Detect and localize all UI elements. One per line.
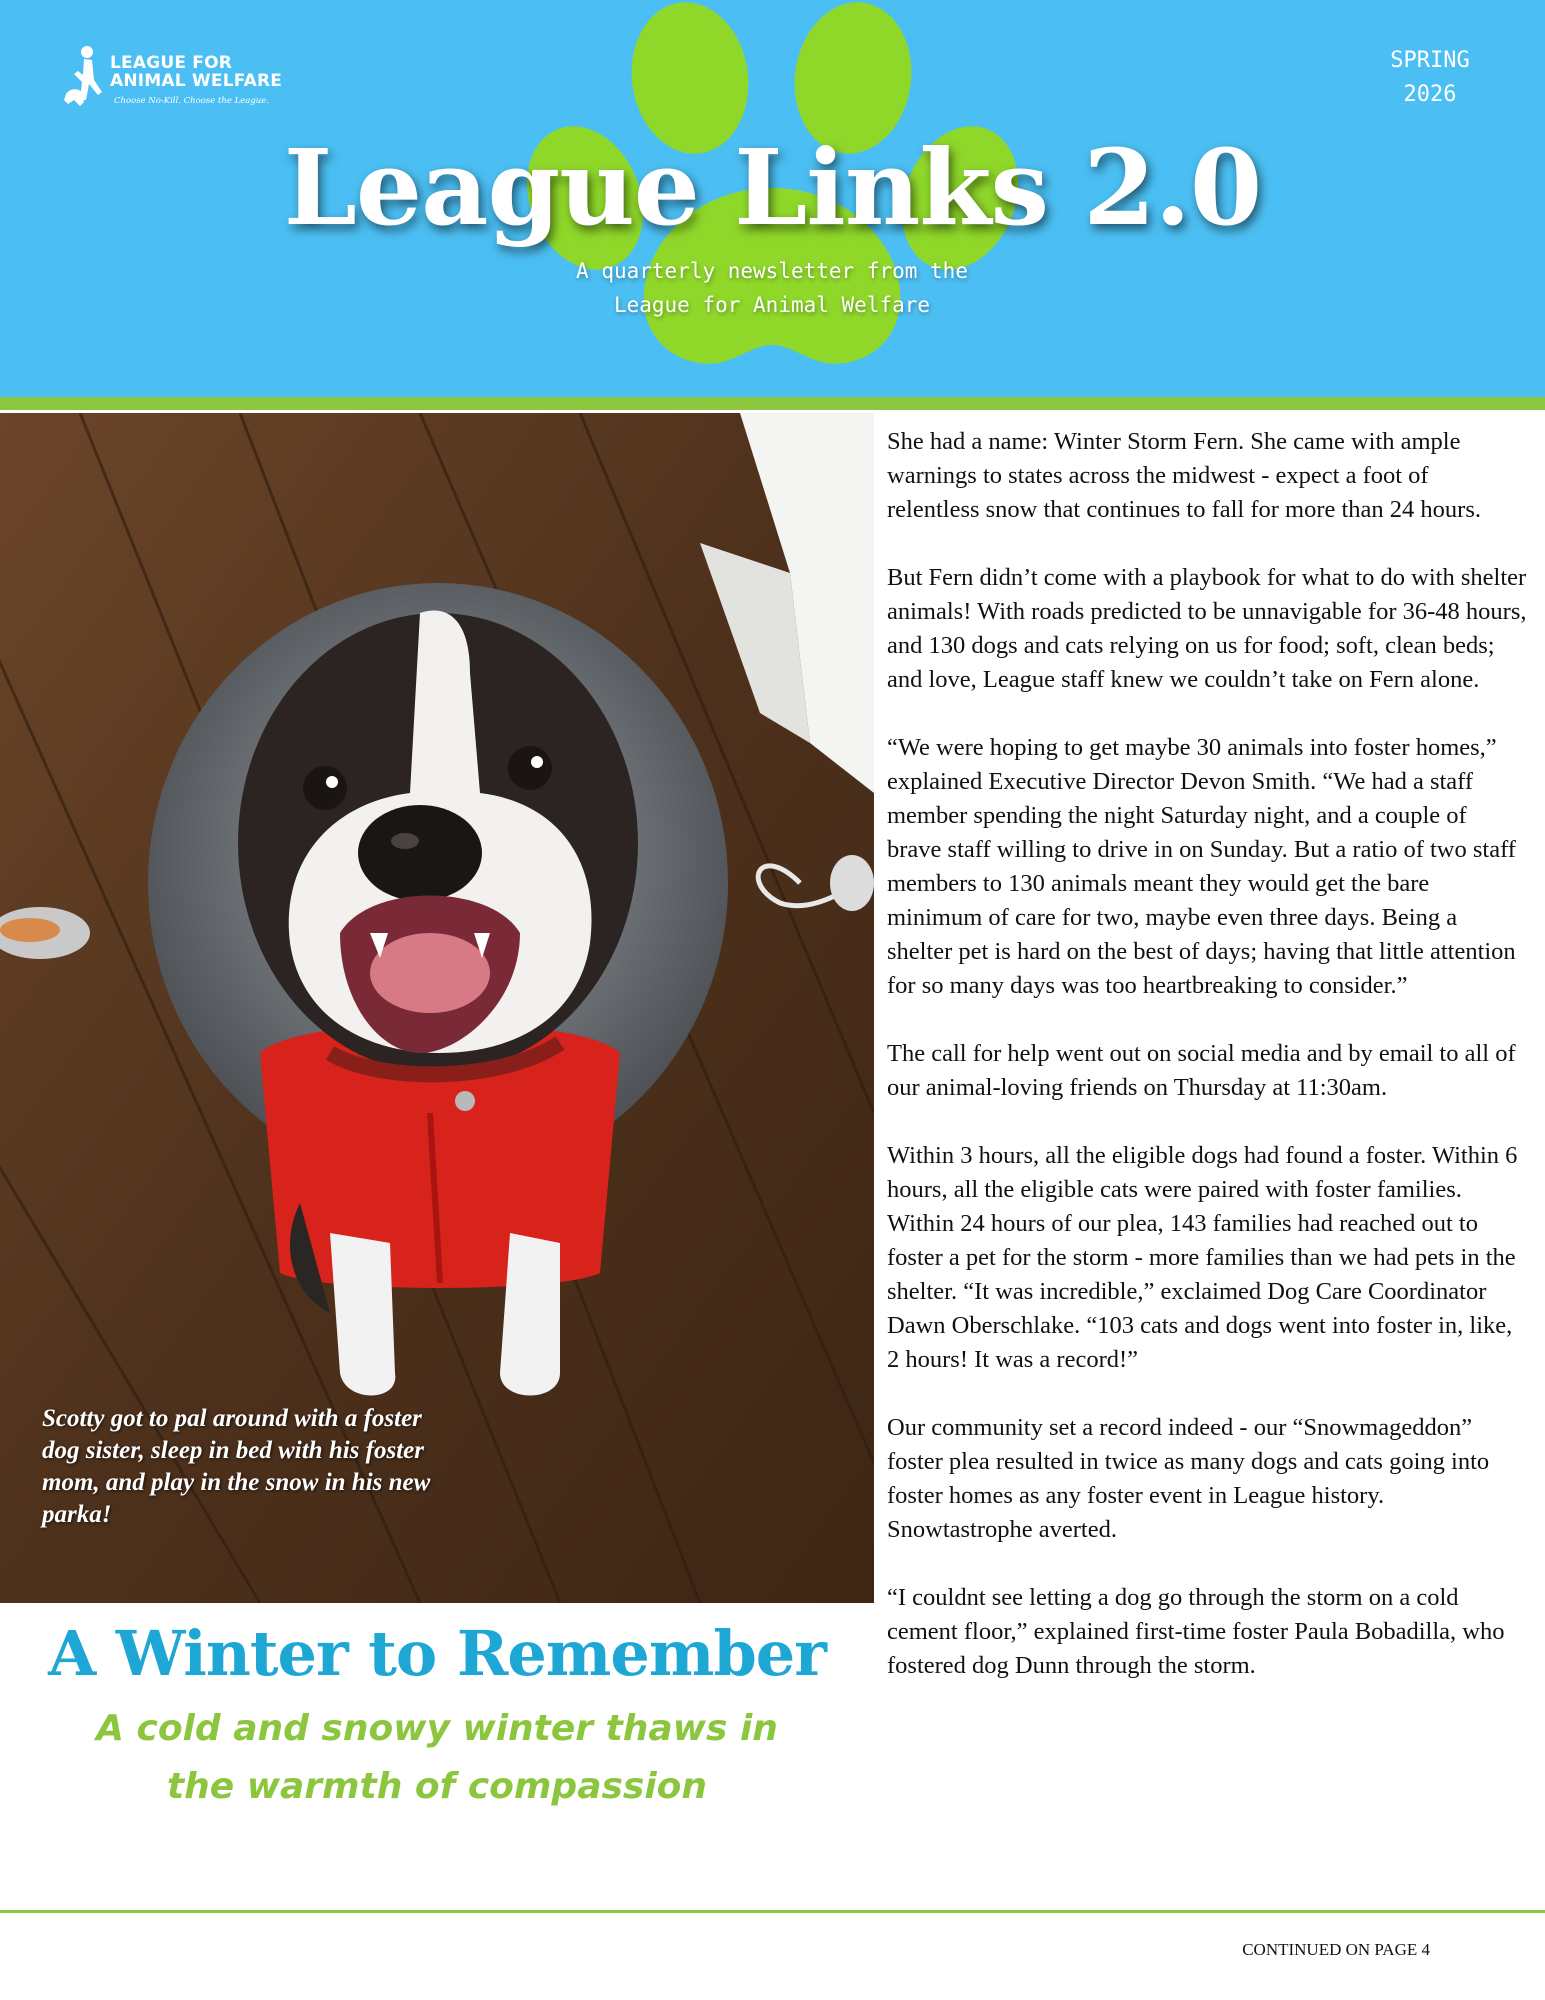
article-paragraph: She had a name: Winter Storm Fern. She came with ample warnings to states across the midwest - expect a foot of relentless snow that continues to fall for more than 24 hours. [887, 428, 1481, 523]
header-divider [0, 397, 1545, 410]
continued-link[interactable]: CONTINUED ON PAGE 4 [1242, 1940, 1430, 1959]
article-body [887, 425, 1527, 1717]
footer-divider [0, 1910, 1545, 1913]
subtitle-line-2: League for Animal Welfare [613, 293, 931, 317]
masthead-title: League Links 2.0 [283, 126, 1262, 249]
feature-photo [0, 413, 874, 1603]
article-paragraph: Our community set a record indeed - our “Snowmageddon” foster plea resulted in twice as many dogs and cats going into foster homes as any foster event in League history. Snowtastrophe averted. [887, 1414, 1490, 1543]
logo-tagline: Choose No-Kill. Choose the League. [114, 96, 269, 106]
logo-line-1: LEAGUE FOR [110, 53, 233, 73]
article-paragraph: Within 3 hours, all the eligible dogs had found a foster. Within 6 hours, all the eligible cats were paired with foster families. Within 24 hours of our plea, 143 families had reached out to foster a pet for the storm - more families than we had pets in the shelter. “It was incredible,” exclaimed Dog Care Coordinator Dawn Oberschlake. “103 cats and dogs went into foster in, like, 2 hours! It was a record!” [887, 1142, 1518, 1373]
season-year: 2026 [1403, 82, 1457, 107]
season-label: SPRING [1390, 48, 1470, 73]
logo-wordmark [110, 54, 282, 90]
issue-season [1360, 44, 1500, 112]
photo-caption: Scotty got to pal around with a foster dog sister, sleep in bed with his foster mom, and play in the snow in his new parka! [42, 1405, 431, 1528]
logo-line-2: ANIMAL WELFARE [110, 71, 283, 91]
masthead-subtitle [472, 254, 1072, 322]
article-paragraph: “I couldnt see letting a dog go through the storm on a cold cement floor,” explained first-time foster Paula Bobadilla, who fostered dog Dunn through the storm. [887, 1584, 1505, 1679]
article-paragraph: “We were hoping to get maybe 30 animals into foster homes,” explained Executive Director Devon Smith. “We had a staff member spending the night Saturday night, and a couple of brave staff willing to drive in on Sunday. But a ratio of two staff members to 130 animals meant they would get the bare minimum of care for two, maybe even three days. Being a shelter pet is hard on the best of days; having that little attention for so many days was too heartbreaking to consider.” [887, 734, 1516, 999]
runner-dog-icon [62, 44, 108, 114]
article-paragraph: The call for help went out on social media and by email to all of our animal-loving friends on Thursday at 11:30am. [887, 1040, 1516, 1101]
league-logo[interactable] [62, 44, 322, 114]
feature-dek: A cold and snowy winter thaws in the warmth of compassion [96, 1708, 778, 1807]
feature-headline: A Winter to Remember [48, 1617, 826, 1690]
subtitle-line-1: A quarterly newsletter from the [576, 259, 968, 283]
article-paragraph: But Fern didn’t come with a playbook for what to do with shelter animals! With roads predicted to be unnavigable for 36-48 hours, and 130 dogs and cats relying on us for food; soft, clean beds; and love, League staff knew we couldn’t take on Fern alone. [887, 564, 1527, 693]
newsletter-header [0, 0, 1545, 397]
